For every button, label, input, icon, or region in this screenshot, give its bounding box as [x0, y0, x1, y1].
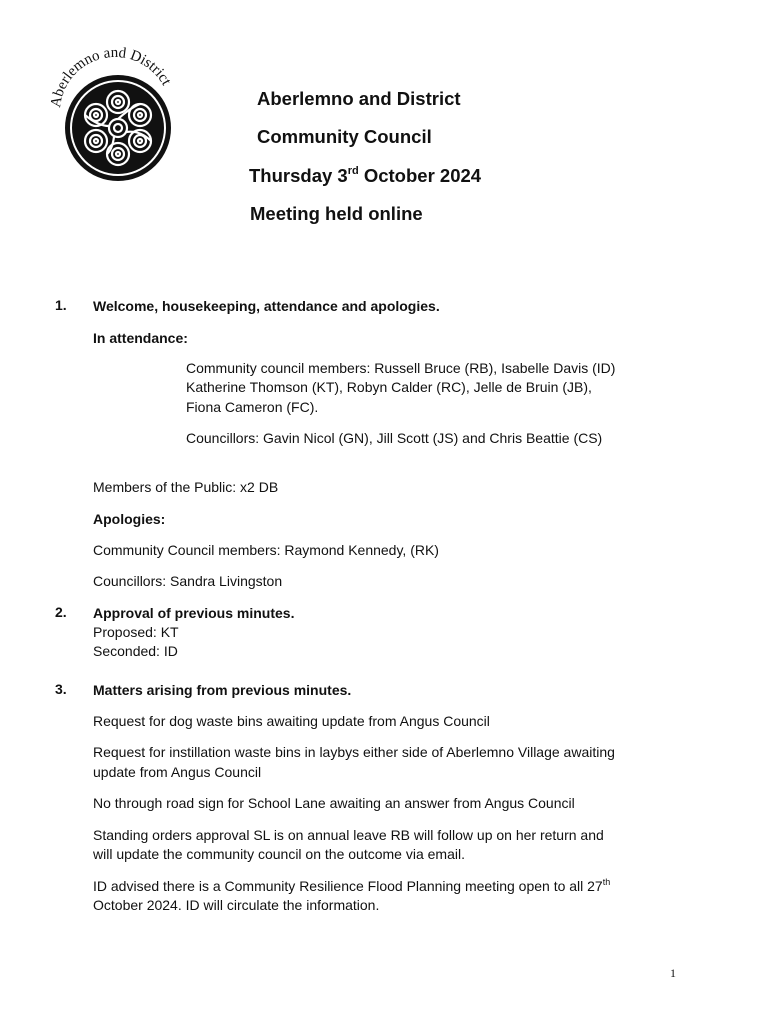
apologies-label: Apologies:	[93, 511, 166, 527]
members-of-public: Members of the Public: x2 DB	[93, 479, 279, 495]
attendance-label: In attendance:	[93, 330, 188, 346]
matter-road-sign: No through road sign for School Lane awaiting an answer from Angus Council	[93, 795, 575, 811]
item-1-number: 1.	[55, 297, 67, 313]
meeting-date-text: Thursday 3	[249, 165, 348, 186]
celtic-spiral-logo-icon	[40, 42, 190, 182]
matter-standing-orders-line2: will update the community council on the outcome via email.	[93, 846, 465, 862]
council-name-line2: Community Council	[257, 126, 432, 147]
item-3-heading: Matters arising from previous minutes.	[93, 682, 352, 698]
flood-planning-text: ID advised there is a Community Resilience Flood Planning meeting open to all 27	[93, 878, 603, 894]
apologies-cc-members: Community Council members: Raymond Kennedy, (RK)	[93, 542, 439, 558]
item-3-number: 3.	[55, 681, 67, 697]
meeting-date-ordinal: rd	[347, 165, 359, 177]
matter-flood-planning-line1	[93, 877, 610, 898]
meeting-date	[249, 165, 481, 187]
logo-text: Aberlemno and District	[48, 44, 175, 109]
matter-standing-orders-line1: Standing orders approval SL is on annual leave RB will follow up on her return and	[93, 827, 604, 843]
matter-dog-waste-bins: Request for dog waste bins awaiting update from Angus Council	[93, 713, 490, 729]
councillors-attending: Councillors: Gavin Nicol (GN), Jill Scott (JS) and Chris Beattie (CS)	[186, 430, 603, 446]
cc-members-line2: Katherine Thomson (KT), Robyn Calder (RC), Jelle de Bruin (JB),	[186, 379, 592, 395]
item-1-heading: Welcome, housekeeping, attendance and apologies.	[93, 298, 440, 314]
matter-flood-planning-line2: October 2024. ID will circulate the information.	[93, 897, 380, 913]
council-logo	[40, 42, 190, 182]
matter-layby-bins-line2: update from Angus Council	[93, 764, 262, 780]
item-2-number: 2.	[55, 604, 67, 620]
page-number: 1	[670, 966, 676, 980]
seconded-by: Seconded: ID	[93, 643, 178, 659]
matter-layby-bins-line1: Request for instillation waste bins in laybys either side of Aberlemno Village awaiting	[93, 744, 615, 760]
cc-members-line1: Community council members: Russell Bruce (RB), Isabelle Davis (ID)	[186, 360, 616, 376]
proposed-by: Proposed: KT	[93, 624, 179, 640]
cc-members-line3: Fiona Cameron (FC).	[186, 399, 319, 415]
council-name-line1: Aberlemno and District	[257, 88, 461, 109]
item-2-heading: Approval of previous minutes.	[93, 605, 295, 621]
apologies-councillors: Councillors: Sandra Livingston	[93, 573, 283, 589]
meeting-location: Meeting held online	[250, 203, 423, 224]
meeting-date-month-year: October 2024	[358, 165, 482, 186]
flood-planning-ordinal: th	[602, 877, 611, 887]
